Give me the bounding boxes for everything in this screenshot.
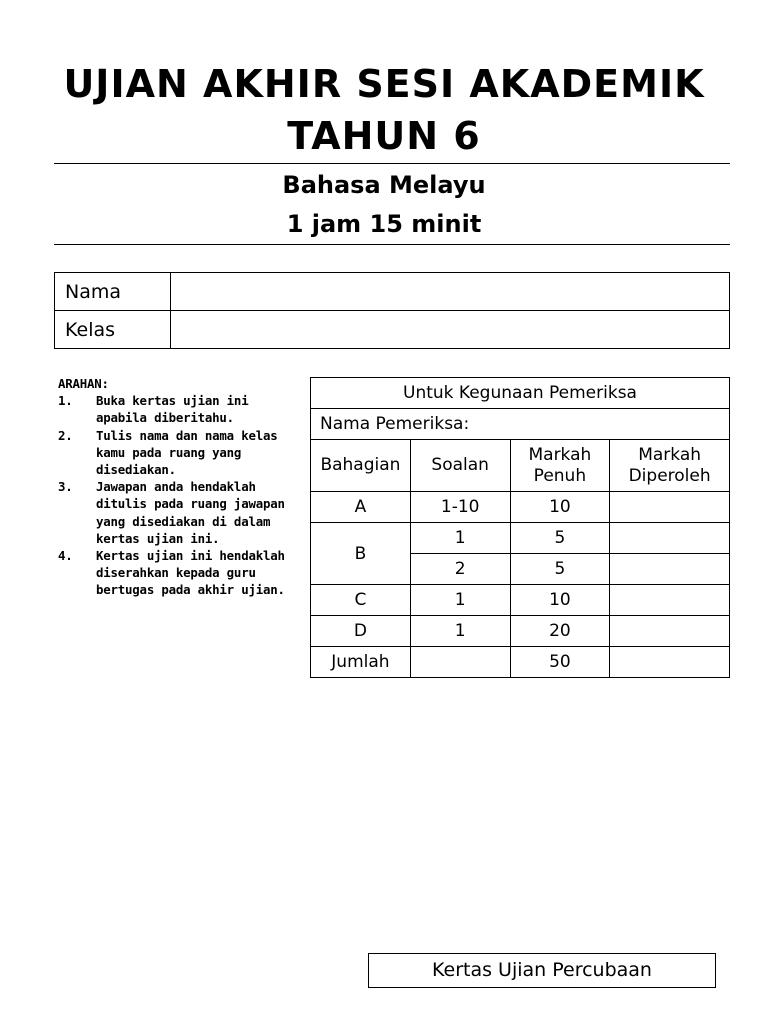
instruction-item xyxy=(58,478,303,547)
exam-title-line1: UJIAN AKHIR SESI AKADEMIK xyxy=(63,62,705,106)
divider-top xyxy=(54,163,730,164)
table-row xyxy=(311,492,730,523)
examiner-table-title-row xyxy=(311,378,730,409)
question-cell: 1 xyxy=(410,616,510,647)
full-marks-cell: 5 xyxy=(510,523,610,554)
full-marks-cell: 20 xyxy=(510,616,610,647)
class-label: Kelas xyxy=(55,311,171,349)
instruction-item xyxy=(58,427,303,479)
column-header: Bahagian xyxy=(311,440,411,492)
column-header: Markah Penuh xyxy=(510,440,610,492)
full-marks-cell: 5 xyxy=(510,554,610,585)
total-question-cell xyxy=(410,647,510,678)
instruction-number: 2. xyxy=(58,427,73,443)
examiner-name-row xyxy=(311,409,730,440)
instructions xyxy=(58,375,303,599)
instruction-item xyxy=(58,392,303,426)
instruction-text: Kertas ujian ini hendaklah diserahkan kepada guru bertugas pada akhir ujian. xyxy=(96,548,285,598)
examiner-table xyxy=(310,377,730,678)
instruction-number: 3. xyxy=(58,479,73,495)
table-row xyxy=(311,585,730,616)
question-cell: 1 xyxy=(410,585,510,616)
examiner-table-title: Untuk Kegunaan Pemeriksa xyxy=(311,378,730,409)
name-row xyxy=(55,273,730,311)
table-row xyxy=(311,616,730,647)
total-row xyxy=(311,647,730,678)
instruction-text: Tulis nama dan nama kelas kamu pada ruang yang disediakan. xyxy=(96,427,278,478)
class-field[interactable] xyxy=(171,311,730,349)
trial-paper-label: Kertas Ujian Percubaan xyxy=(368,953,716,988)
exam-duration: 1 jam 15 minit xyxy=(286,210,482,238)
instruction-text: Buka kertas ujian ini apabila diberitahu. xyxy=(96,393,249,426)
section-cell: B xyxy=(311,523,411,585)
question-cell: 2 xyxy=(410,554,510,585)
section-cell: C xyxy=(311,585,411,616)
instruction-number: 1. xyxy=(58,393,73,409)
examiner-name-label[interactable]: Nama Pemeriksa: xyxy=(311,409,730,440)
instructions-heading: ARAHAN: xyxy=(58,376,109,391)
question-cell: 1-10 xyxy=(410,492,510,523)
total-obtained-marks[interactable] xyxy=(610,647,730,678)
candidate-info-table xyxy=(54,272,730,349)
instruction-number: 4. xyxy=(58,548,73,564)
obtained-marks-cell[interactable] xyxy=(610,492,730,523)
obtained-marks-cell[interactable] xyxy=(610,523,730,554)
name-field[interactable] xyxy=(171,273,730,311)
obtained-marks-cell[interactable] xyxy=(610,616,730,647)
obtained-marks-cell[interactable] xyxy=(610,554,730,585)
question-cell: 1 xyxy=(410,523,510,554)
subject-title: Bahasa Melayu xyxy=(282,171,486,199)
class-row xyxy=(55,311,730,349)
exam-title-line2: TAHUN 6 xyxy=(287,114,481,158)
name-label: Nama xyxy=(55,273,171,311)
table-row xyxy=(311,523,730,554)
full-marks-cell: 10 xyxy=(510,585,610,616)
section-cell: D xyxy=(311,616,411,647)
column-header: Markah Diperoleh xyxy=(610,440,730,492)
total-label: Jumlah xyxy=(311,647,411,678)
column-header: Soalan xyxy=(410,440,510,492)
full-marks-cell: 10 xyxy=(510,492,610,523)
examiner-table-header xyxy=(311,440,730,492)
instruction-text: Jawapan anda hendaklah ditulis pada ruang jawapan yang disediakan di dalam kertas ujian ini. xyxy=(96,479,285,546)
total-full-marks: 50 xyxy=(510,647,610,678)
instruction-item xyxy=(58,547,303,599)
obtained-marks-cell[interactable] xyxy=(610,585,730,616)
section-cell: A xyxy=(311,492,411,523)
divider-bottom xyxy=(54,244,730,245)
